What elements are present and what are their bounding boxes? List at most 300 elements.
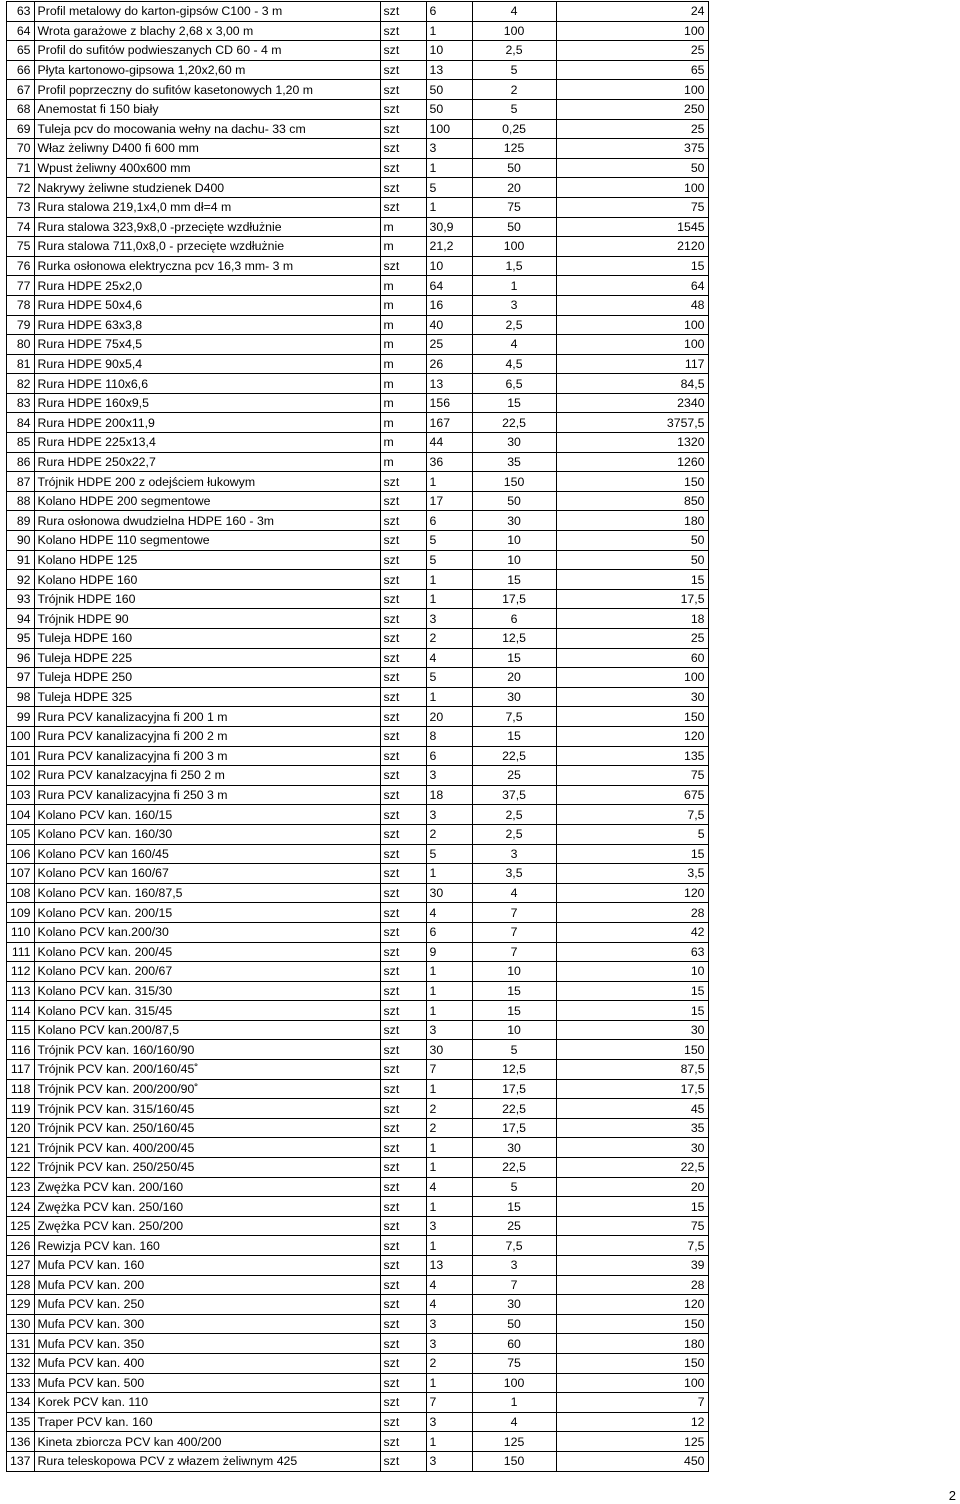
row-number-cell: 117: [7, 1060, 35, 1080]
total-value-cell: 1260: [556, 452, 708, 472]
total-value-cell: 65: [556, 60, 708, 80]
total-value-cell: 12: [556, 1412, 708, 1432]
quantity-cell: 3: [426, 1314, 472, 1334]
unit-cell: m: [380, 374, 426, 394]
row-number-cell: 63: [7, 2, 35, 22]
row-number-cell: 111: [7, 942, 35, 962]
unit-cell: szt: [380, 1295, 426, 1315]
unit-price-cell: 30: [472, 687, 556, 707]
item-name-cell: Trójnik PCV kan. 315/160/45: [34, 1099, 380, 1119]
table-row: [7, 1295, 709, 1315]
unit-price-cell: 15: [472, 570, 556, 590]
quantity-cell: 4: [426, 1275, 472, 1295]
quantity-cell: 40: [426, 315, 472, 335]
table-row: [7, 962, 709, 982]
row-number-cell: 85: [7, 433, 35, 453]
quantity-cell: 13: [426, 1256, 472, 1276]
item-name-cell: Rura stalowa 323,9x8,0 -przecięte wzdłużnie: [34, 217, 380, 237]
row-number-cell: 101: [7, 746, 35, 766]
quantity-cell: 5: [426, 550, 472, 570]
unit-price-cell: 17,5: [472, 1079, 556, 1099]
unit-price-cell: 5: [472, 1177, 556, 1197]
quantity-cell: 1: [426, 158, 472, 178]
total-value-cell: 28: [556, 903, 708, 923]
item-name-cell: Kolano PCV kan. 200/45: [34, 942, 380, 962]
unit-cell: szt: [380, 80, 426, 100]
total-value-cell: 5: [556, 824, 708, 844]
table-row: [7, 99, 709, 119]
unit-cell: szt: [380, 256, 426, 276]
row-number-cell: 67: [7, 80, 35, 100]
unit-price-cell: 15: [472, 393, 556, 413]
unit-cell: szt: [380, 1393, 426, 1413]
unit-price-cell: 22,5: [472, 746, 556, 766]
unit-price-cell: 150: [472, 472, 556, 492]
quantity-cell: 1: [426, 981, 472, 1001]
total-value-cell: 17,5: [556, 589, 708, 609]
item-name-cell: Rura HDPE 50x4,6: [34, 295, 380, 315]
item-name-cell: Mufa PCV kan. 160: [34, 1256, 380, 1276]
item-name-cell: Trójnik PCV kan. 400/200/45: [34, 1138, 380, 1158]
table-row: [7, 1138, 709, 1158]
item-name-cell: Rura stalowa 219,1x4,0 mm dł=4 m: [34, 197, 380, 217]
row-number-cell: 125: [7, 1216, 35, 1236]
unit-price-cell: 50: [472, 158, 556, 178]
unit-cell: m: [380, 393, 426, 413]
quantity-cell: 1: [426, 962, 472, 982]
quantity-cell: 3: [426, 766, 472, 786]
total-value-cell: 30: [556, 1138, 708, 1158]
unit-cell: szt: [380, 609, 426, 629]
unit-cell: m: [380, 315, 426, 335]
table-row: [7, 1099, 709, 1119]
row-number-cell: 128: [7, 1275, 35, 1295]
page-number: 2: [948, 1488, 956, 1503]
total-value-cell: 20: [556, 1177, 708, 1197]
unit-cell: szt: [380, 1099, 426, 1119]
total-value-cell: 7,5: [556, 1236, 708, 1256]
item-name-cell: Rura osłonowa dwudzielna HDPE 160 - 3m: [34, 511, 380, 531]
total-value-cell: 100: [556, 80, 708, 100]
quantity-cell: 100: [426, 119, 472, 139]
table-row: [7, 589, 709, 609]
unit-cell: szt: [380, 511, 426, 531]
unit-cell: szt: [380, 824, 426, 844]
unit-cell: szt: [380, 472, 426, 492]
unit-price-cell: 100: [472, 237, 556, 257]
unit-price-cell: 100: [472, 1373, 556, 1393]
unit-cell: szt: [380, 197, 426, 217]
unit-cell: m: [380, 433, 426, 453]
unit-price-cell: 75: [472, 1353, 556, 1373]
table-row: [7, 1040, 709, 1060]
unit-cell: szt: [380, 746, 426, 766]
total-value-cell: 150: [556, 707, 708, 727]
table-row: [7, 315, 709, 335]
unit-cell: szt: [380, 139, 426, 159]
item-name-cell: Mufa PCV kan. 200: [34, 1275, 380, 1295]
item-name-cell: Mufa PCV kan. 500: [34, 1373, 380, 1393]
item-name-cell: Zwężka PCV kan. 200/160: [34, 1177, 380, 1197]
unit-price-cell: 37,5: [472, 785, 556, 805]
table-row: [7, 785, 709, 805]
row-number-cell: 64: [7, 21, 35, 41]
row-number-cell: 108: [7, 883, 35, 903]
unit-price-cell: 1,5: [472, 256, 556, 276]
table-row: [7, 609, 709, 629]
item-name-cell: Kineta zbiorcza PCV kan 400/200: [34, 1432, 380, 1452]
item-name-cell: Rurka osłonowa elektryczna pcv 16,3 mm- 3 m: [34, 256, 380, 276]
unit-cell: szt: [380, 903, 426, 923]
table-row: [7, 335, 709, 355]
quantity-cell: 6: [426, 511, 472, 531]
row-number-cell: 84: [7, 413, 35, 433]
table-row: [7, 178, 709, 198]
total-value-cell: 75: [556, 766, 708, 786]
unit-cell: szt: [380, 1236, 426, 1256]
table-row: [7, 766, 709, 786]
quantity-cell: 30: [426, 1040, 472, 1060]
item-name-cell: Wpust żeliwny 400x600 mm: [34, 158, 380, 178]
row-number-cell: 102: [7, 766, 35, 786]
table-row: [7, 237, 709, 257]
item-name-cell: Profil do sufitów podwieszanych CD 60 - 4 m: [34, 41, 380, 61]
total-value-cell: 30: [556, 687, 708, 707]
total-value-cell: 125: [556, 1432, 708, 1452]
unit-price-cell: 4: [472, 335, 556, 355]
unit-price-cell: 50: [472, 1314, 556, 1334]
unit-price-cell: 6: [472, 609, 556, 629]
row-number-cell: 65: [7, 41, 35, 61]
item-name-cell: Trójnik PCV kan. 250/250/45: [34, 1158, 380, 1178]
unit-price-cell: 15: [472, 726, 556, 746]
unit-price-cell: 17,5: [472, 1118, 556, 1138]
table-row: [7, 1020, 709, 1040]
unit-price-cell: 25: [472, 766, 556, 786]
total-value-cell: 135: [556, 746, 708, 766]
item-name-cell: Tuleja HDPE 250: [34, 668, 380, 688]
table-row: [7, 1216, 709, 1236]
unit-price-cell: 30: [472, 1138, 556, 1158]
quantity-cell: 50: [426, 99, 472, 119]
unit-price-cell: 100: [472, 21, 556, 41]
unit-price-cell: 4,5: [472, 354, 556, 374]
table-row: [7, 2, 709, 22]
unit-cell: szt: [380, 785, 426, 805]
item-name-cell: Korek PCV kan. 110: [34, 1393, 380, 1413]
table-row: [7, 1060, 709, 1080]
item-name-cell: Kolano HDPE 110 segmentowe: [34, 531, 380, 551]
item-name-cell: Rura PCV kanalzacyjna fi 250 2 m: [34, 766, 380, 786]
item-name-cell: Wrota garażowe z blachy 2,68 x 3,00 m: [34, 21, 380, 41]
unit-cell: szt: [380, 981, 426, 1001]
row-number-cell: 98: [7, 687, 35, 707]
unit-price-cell: 1: [472, 1393, 556, 1413]
unit-cell: szt: [380, 158, 426, 178]
unit-cell: szt: [380, 589, 426, 609]
item-name-cell: Trójnik HDPE 160: [34, 589, 380, 609]
item-name-cell: Kolano PCV kan.200/30: [34, 922, 380, 942]
row-number-cell: 118: [7, 1079, 35, 1099]
unit-price-cell: 22,5: [472, 1158, 556, 1178]
unit-price-cell: 6,5: [472, 374, 556, 394]
row-number-cell: 132: [7, 1353, 35, 1373]
total-value-cell: 250: [556, 99, 708, 119]
unit-price-cell: 2: [472, 80, 556, 100]
item-name-cell: Kolano PCV kan 160/67: [34, 864, 380, 884]
total-value-cell: 25: [556, 41, 708, 61]
item-name-cell: Mufa PCV kan. 250: [34, 1295, 380, 1315]
unit-price-cell: 150: [472, 1451, 556, 1471]
total-value-cell: 100: [556, 668, 708, 688]
total-value-cell: 15: [556, 570, 708, 590]
row-number-cell: 74: [7, 217, 35, 237]
item-name-cell: Kolano PCV kan. 160/15: [34, 805, 380, 825]
row-number-cell: 136: [7, 1432, 35, 1452]
quantity-cell: 5: [426, 668, 472, 688]
total-value-cell: 3757,5: [556, 413, 708, 433]
item-name-cell: Rura PCV kanalizacyjna fi 250 3 m: [34, 785, 380, 805]
unit-price-cell: 15: [472, 981, 556, 1001]
row-number-cell: 86: [7, 452, 35, 472]
table-row: [7, 1373, 709, 1393]
row-number-cell: 81: [7, 354, 35, 374]
table-row: [7, 844, 709, 864]
row-number-cell: 103: [7, 785, 35, 805]
quantity-cell: 4: [426, 1177, 472, 1197]
quantity-cell: 1: [426, 589, 472, 609]
quantity-cell: 7: [426, 1060, 472, 1080]
total-value-cell: 3,5: [556, 864, 708, 884]
row-number-cell: 131: [7, 1334, 35, 1354]
unit-price-cell: 60: [472, 1334, 556, 1354]
unit-price-cell: 15: [472, 648, 556, 668]
item-name-cell: Rura PCV kanalizacyjna fi 200 1 m: [34, 707, 380, 727]
unit-cell: szt: [380, 531, 426, 551]
unit-cell: szt: [380, 629, 426, 649]
item-name-cell: Kolano PCV kan. 315/30: [34, 981, 380, 1001]
unit-price-cell: 2,5: [472, 805, 556, 825]
unit-cell: m: [380, 217, 426, 237]
unit-cell: szt: [380, 648, 426, 668]
unit-price-cell: 30: [472, 433, 556, 453]
unit-cell: szt: [380, 1040, 426, 1060]
unit-price-cell: 10: [472, 550, 556, 570]
unit-price-cell: 7: [472, 1275, 556, 1295]
table-row: [7, 60, 709, 80]
table-row: [7, 550, 709, 570]
unit-price-cell: 5: [472, 60, 556, 80]
quantity-cell: 1: [426, 1197, 472, 1217]
row-number-cell: 130: [7, 1314, 35, 1334]
table-row: [7, 648, 709, 668]
table-row: [7, 668, 709, 688]
row-number-cell: 133: [7, 1373, 35, 1393]
unit-price-cell: 125: [472, 139, 556, 159]
total-value-cell: 87,5: [556, 1060, 708, 1080]
total-value-cell: 120: [556, 883, 708, 903]
unit-price-cell: 30: [472, 511, 556, 531]
unit-price-cell: 75: [472, 197, 556, 217]
quantity-cell: 3: [426, 805, 472, 825]
table-row: [7, 119, 709, 139]
row-number-cell: 127: [7, 1256, 35, 1276]
quantity-cell: 30: [426, 883, 472, 903]
table-row: [7, 1177, 709, 1197]
unit-cell: szt: [380, 491, 426, 511]
table-row: [7, 1451, 709, 1471]
quantity-cell: 3: [426, 139, 472, 159]
table-row: [7, 413, 709, 433]
quantity-cell: 3: [426, 609, 472, 629]
item-name-cell: Kolano PCV kan 160/45: [34, 844, 380, 864]
quantity-cell: 3: [426, 1451, 472, 1471]
total-value-cell: 42: [556, 922, 708, 942]
item-name-cell: Trójnik PCV kan. 250/160/45: [34, 1118, 380, 1138]
item-name-cell: Rewizja PCV kan. 160: [34, 1236, 380, 1256]
total-value-cell: 18: [556, 609, 708, 629]
table-row: [7, 354, 709, 374]
row-number-cell: 99: [7, 707, 35, 727]
table-row: [7, 1393, 709, 1413]
row-number-cell: 78: [7, 295, 35, 315]
row-number-cell: 129: [7, 1295, 35, 1315]
quantity-cell: 1: [426, 570, 472, 590]
unit-price-cell: 3: [472, 1256, 556, 1276]
table-row: [7, 746, 709, 766]
total-value-cell: 675: [556, 785, 708, 805]
unit-cell: szt: [380, 1432, 426, 1452]
total-value-cell: 150: [556, 1353, 708, 1373]
row-number-cell: 124: [7, 1197, 35, 1217]
unit-cell: szt: [380, 922, 426, 942]
item-name-cell: Rura PCV kanalizacyjna fi 200 2 m: [34, 726, 380, 746]
unit-cell: szt: [380, 1079, 426, 1099]
row-number-cell: 137: [7, 1451, 35, 1471]
total-value-cell: 2340: [556, 393, 708, 413]
unit-cell: szt: [380, 707, 426, 727]
quantity-cell: 5: [426, 531, 472, 551]
unit-cell: m: [380, 295, 426, 315]
unit-cell: szt: [380, 1001, 426, 1021]
table-row: [7, 1197, 709, 1217]
total-value-cell: 150: [556, 1040, 708, 1060]
unit-price-cell: 20: [472, 178, 556, 198]
quantity-cell: 13: [426, 60, 472, 80]
item-name-cell: Rura HDPE 110x6,6: [34, 374, 380, 394]
quantity-cell: 17: [426, 491, 472, 511]
quantity-cell: 2: [426, 824, 472, 844]
unit-cell: m: [380, 354, 426, 374]
total-value-cell: 850: [556, 491, 708, 511]
quantity-cell: 1: [426, 864, 472, 884]
total-value-cell: 150: [556, 1314, 708, 1334]
table-row: [7, 1432, 709, 1452]
unit-cell: szt: [380, 1197, 426, 1217]
total-value-cell: 375: [556, 139, 708, 159]
table-row: [7, 276, 709, 296]
inventory-table: [6, 1, 709, 1472]
quantity-cell: 5: [426, 178, 472, 198]
item-name-cell: Trójnik PCV kan. 200/160/45˚: [34, 1060, 380, 1080]
total-value-cell: 48: [556, 295, 708, 315]
total-value-cell: 15: [556, 981, 708, 1001]
unit-cell: szt: [380, 1118, 426, 1138]
table-row: [7, 687, 709, 707]
unit-price-cell: 25: [472, 1216, 556, 1236]
quantity-cell: 36: [426, 452, 472, 472]
quantity-cell: 25: [426, 335, 472, 355]
item-name-cell: Rura HDPE 63x3,8: [34, 315, 380, 335]
unit-cell: szt: [380, 99, 426, 119]
quantity-cell: 1: [426, 1001, 472, 1021]
quantity-cell: 21,2: [426, 237, 472, 257]
total-value-cell: 24: [556, 2, 708, 22]
total-value-cell: 7: [556, 1393, 708, 1413]
unit-cell: szt: [380, 570, 426, 590]
total-value-cell: 100: [556, 335, 708, 355]
total-value-cell: 84,5: [556, 374, 708, 394]
row-number-cell: 94: [7, 609, 35, 629]
row-number-cell: 107: [7, 864, 35, 884]
unit-price-cell: 20: [472, 668, 556, 688]
row-number-cell: 68: [7, 99, 35, 119]
item-name-cell: Trójnik HDPE 90: [34, 609, 380, 629]
inventory-table-body: [7, 2, 709, 1472]
quantity-cell: 50: [426, 80, 472, 100]
row-number-cell: 105: [7, 824, 35, 844]
unit-price-cell: 10: [472, 531, 556, 551]
unit-cell: szt: [380, 60, 426, 80]
table-row: [7, 217, 709, 237]
item-name-cell: Rura HDPE 250x22,7: [34, 452, 380, 472]
quantity-cell: 44: [426, 433, 472, 453]
unit-cell: szt: [380, 178, 426, 198]
unit-cell: szt: [380, 1256, 426, 1276]
total-value-cell: 100: [556, 1373, 708, 1393]
total-value-cell: 100: [556, 21, 708, 41]
unit-price-cell: 4: [472, 1412, 556, 1432]
unit-price-cell: 50: [472, 217, 556, 237]
total-value-cell: 15: [556, 1001, 708, 1021]
total-value-cell: 117: [556, 354, 708, 374]
item-name-cell: Trójnik PCV kan. 160/160/90: [34, 1040, 380, 1060]
table-row: [7, 1256, 709, 1276]
total-value-cell: 450: [556, 1451, 708, 1471]
row-number-cell: 88: [7, 491, 35, 511]
item-name-cell: Kolano HDPE 200 segmentowe: [34, 491, 380, 511]
row-number-cell: 76: [7, 256, 35, 276]
item-name-cell: Tuleja HDPE 225: [34, 648, 380, 668]
unit-price-cell: 15: [472, 1001, 556, 1021]
unit-price-cell: 15: [472, 1197, 556, 1217]
unit-price-cell: 2,5: [472, 41, 556, 61]
unit-cell: m: [380, 452, 426, 472]
unit-cell: szt: [380, 668, 426, 688]
item-name-cell: Rura teleskopowa PCV z włazem żeliwnym 425: [34, 1451, 380, 1471]
table-row: [7, 374, 709, 394]
item-name-cell: Rura HDPE 25x2,0: [34, 276, 380, 296]
table-row: [7, 883, 709, 903]
item-name-cell: Płyta kartonowo-gipsowa 1,20x2,60 m: [34, 60, 380, 80]
total-value-cell: 75: [556, 197, 708, 217]
quantity-cell: 3: [426, 1334, 472, 1354]
total-value-cell: 1545: [556, 217, 708, 237]
table-row: [7, 21, 709, 41]
unit-cell: szt: [380, 942, 426, 962]
item-name-cell: Kolano PCV kan. 315/45: [34, 1001, 380, 1021]
table-row: [7, 1001, 709, 1021]
